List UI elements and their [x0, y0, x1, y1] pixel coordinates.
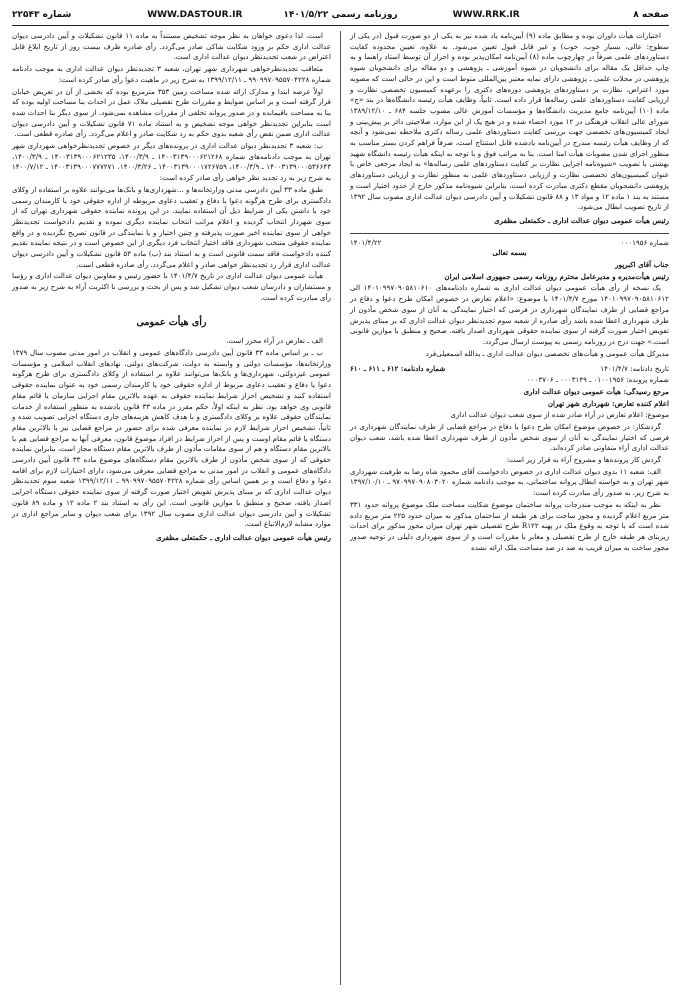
site-dastour[interactable]: WWW.DASTOUR.IR — [147, 10, 243, 20]
signature-final: رئیس هیأت عمومی دیوان عدالت اداری ـ حکمتعلی مظفری — [156, 532, 331, 542]
verdict-date: تاریخ دادنامه: ۱۴۰۱/۴/۷ — [600, 364, 669, 374]
verdict-part-b: ب ـ بر اساس ماده ۳۳ قانون آیین دادرسی دادگاه‌های عمومی و انقلاب در امور مدنی مصوب سال ۱۳۷۹ وزارتخانه‌ها، مؤسسات دولتی و وابسته به دولت، شرکت‌های دولتی، نهادهای انقلاب اسلامی و مؤسسات عمومی غیردولتی، شهرداری‌ها و بانک‌ها می‌توانند علاوه بر استفاده از وکلای دادگستری برای طرح هرگونه دعوا یا دفاع و تعقیب دعاوی مربوط از اداره حقوقی خود یا کارمندان رسمی خود به عنوان نماینده حقوقی استفاده کنند و تشخیص احراز شرایط نماینده حقوقی به عهده بالاترین مقام اجرایی سازمان یا قائم مقام قانونی وی خواهد بود. نظر به اینکه اولاً، حکم مقرر در ماده ۳۳ قانون یادشده به منظور استفاده از خدمات نمایندگان حقوقی علاوه بر وکلای دادگستری و با هدف کاهش هزینه‌های جاری دستگاه اجرایی تصویب شده و ثانیاً، تشخیص احراز شرایط لازم در نماینده معرفی شده برای حضور در مراجع قضایی نیز با بالاترین مقام دستگاه یا قائم مقام اوست و پس از احراز شرایط در افراد موضوع قانون، معرفی آنها به مراجع قضایی هم با بالاترین مقام دستگاه و هم از سوی مقامات مأذون از طرف بالاترین مقام دستگاه مجاز است، بنابراین نماینده حقوقی که از سوی شخص مأذون از طرف بالاترین مقام دستگاه‌های موضوع ماده ۳۳ قانون آیین دادرسی دادگاه‌های عمومی و انقلاب در امور مدنی به مراجع قضایی معرفی می‌شود، دارای اختیارات لازم برای اقامه دعوا و دفاع است و بر همین اساس رأی شماره ۹۹۰۹۹۷۰۹۵۵۷۰۴۲۲۸ ـ ۱۳۹۹/۱۲/۱۱ شعبه سوم تجدیدنظر دیوان عدالت اداری که بر مبنای پذیرش تفویض اختیار صورت گرفته از سوی نماینده حقوقی دستگاه اجرایی اصدار یافته، صحیح و منطبق با موازین قانونی است. این رأی به استناد بند ۲ ماده ۱۲ و ماده ۸۹ قانون تشکیلات و آیین دادرسی دیوان عدالت اداری مصوب سال ۱۳۹۲ برای شعب دیوان و سایر مراجع اداری در موارد مشابه لازم‌الاتباع است. — [12, 347, 331, 529]
appeal-branch-3: متعاقب تجدیدنظرخواهی شهرداری شهر تهران، شعبه ۳ تجدیدنظر دیوان عدالت اداری به موجب دادنامه شماره ۹۹۰۹۹۷۰۹۵۵۷۰۴۲۲۸ ـ ۱۳۹۹/۱۲/۱۱ به شرح زیر در ماهیت دعوا رأی صادر کرده است: — [12, 64, 331, 84]
issue-number: شماره ۲۲۵۴۳ — [12, 10, 72, 20]
article-33-text: طبق ماده ۳۳ آیین دادرسی مدنی وزارتخانه‌ها و ...شهرداری‌ها و بانک‌ها می‌توانند علاوه بر استفاده از وکلای دادگستری برای طرح هرگونه دعوا یا دفاع و تعقیب دعاوی مربوطه از اداره حقوقی خود یا کارمندان رسمی خود با داشتن یکی از شرایط ذیل آن استفاده نمایند. در این پرونده نماینده حقوقی شهرداری تهران که از سوی شهردار انتخاب گردیده و اعلام مراتب انتخاب نماینده دیگری نموده و تقدیم دادخواست تجدیدنظر خواهی از سوی نماینده اخیر صورت پذیرفته و چنین اختیار و یا نمایندگی در قانون تصریح نگردیده و در واقع نماینده حقوقی منتخب شهرداری فاقد اختیار انتخاب فرد دیگری از این خصوص است و در نتیجه نماینده تقدیم کننده دادخواست فاقد سمت قانونی است و به استناد بند (ب) ماده ۵۳ قانون تشکیلات و آیین دادرسی دیوان عدالت اداری قرار رد تجدیدنظر خواهی صادر و اعلام می‌گردد. رأی صادره قطعی است. — [12, 184, 331, 269]
page-header — [12, 6, 669, 24]
letter-ref-row — [350, 238, 669, 249]
right-column — [350, 31, 669, 554]
bismillah: بسمه تعالی — [492, 248, 527, 258]
file-number: شماره پرونده: ۰۱۰۰۱۹۵۶ ـ ۰۰۰۳۱۴۹ ـ ۰۰۰۳۷۰۶ — [527, 375, 669, 385]
section-divider — [350, 233, 669, 234]
cover-letter-text: یک نسخه از رأی هیأت عمومی دیوان عدالت اداری به شماره دادنامه‌های ۱۴۰۱۰۹۹۷۰۹۰۵۸۱۰۶۱۰ الی ۱۴۰۱۰۹۹۷۰۹۰۵۸۱۰۶۱۲ مورخ ۱۴۰۱/۴/۷ با موضوع: «اعلام تعارض در خصوص امکان طرح دعوا و دفاع در مراجع قضایی از طرف نمایندگان شهرداری در فرضی که اختیار نمایندگی به آنان از سوی شخص مأذون از طرف شهرداری اعطا شده باشد رأی صادره از شعبه سوم تجدیدنظر دیوان عدالت اداری که بر مبنای پذیرش تفویض اختیار صورت گرفته از سوی نماینده حقوقی شهرداری اصدار یافته، صحیح و منطبق با موازین قانونی است.» جهت درج در روزنامه رسمی به پیوست ارسال می‌گردد. — [350, 283, 669, 346]
verdict-number: شماره دادنامه: ۶۱۲ ـ ۶۱۱ ـ ۶۱۰ — [350, 364, 446, 374]
issue-date: ۱۴۰۱/۵/۲۲ روزنامه رسمی — [283, 10, 398, 20]
ruling-continuation: اختیارات هیأت داوران بوده و مطابق ماده (۹) آیین‌نامه یاد شده نیز به یکی از دو صورت قبول (در یکی از سطوح: عالی، بسیار خوب، خوب) و غیر قابل قبول تعیین می‌شود. به علاوه، تعیین محدوده کفایت دستاوردهای علمی صرفاً در چهارچوب ماده (۸) آیین‌نامه امکان‌پذیر بوده و احراز آن توسط استاد راهنما و به چاپ حداقل یک مقاله برای دانشجویان در شیوه آموزشی ـ پژوهشی و دو مقاله برای دانشجویان شیوه پژوهشی در مجلات علمی ـ پژوهشی دارای نمایه معتبر بین‌المللی منوط است و این در حالی است که مصوبه مورد اعتراض، نظارت بر دستاوردهای پژوهشی دوره‌های دکتری را برعهده کمیسیون تخصصی نظارت و ارزیابی کفایت دستاوردهای علمی رساله‌ها قرار داده است. ثانیاً، وظایف هیأت رئیسه دانشگاه‌ها در بند «ج» ماده (۱۰) آیین‌نامه جامع مدیریت دانشگاه‌ها و مؤسسات آموزش عالی مصوب جلسه ۶۸۴ ـ ۱۳۸۹/۱۲/۱۰ شورای عالی انقلاب فرهنگی در ۱۲ مورد احصاء شده و در هیچ یک از این موارد، صلاحیتی دائر بر پیش‌بینی و ایجاد کمیسیون‌های تخصصی جهت بررسی کفایت دستاوردهای علمی رساله دکتری ملاحظه نمی‌شود و آنچه که از وظایف هیأت رئیسه مندرج در آیین‌نامه یادشده قابل استنتاج است، صرفاً فراهم کردن بستر مناسب به منظور اجرای شدن مصوبات هیأت امنا است. بنا به مراتب فوق و با توجه به اینکه هیأت رئیسه دانشگاه شهید بهشتی با تصویب «شیوه‌نامه اجرایی نظارت بر کفایت دستاوردهای علمی رساله‌ها» به ایجاد مرجعی خاص با عنوان کمیسیون‌های تخصصی نظارت و ارزیابی دستاوردهای علمی به منظور نظارت و ارزیابی دستاوردهای پژوهشی دانشجویان مقطع دکتری مبادرت کرده است، بنابراین شیوه‌نامه مذکور خارج از حدود اختیار است و مستند به بند ۱ ماده ۱۲ و مواد ۱۳ و ۸۸ قانون تشکیلات و آیین دادرسی دیوان عدالت اداری مصوب سال ۱۳۹۲ از تاریخ تصویب ابطال می‌شود. — [350, 31, 670, 212]
addressee-name: جناب آقای اکبرپور — [615, 260, 669, 270]
column-divider — [340, 31, 341, 985]
page-number: صفحه ۸ — [633, 10, 670, 20]
verdict-meta-row — [350, 364, 669, 375]
procedure-intro: گردش کار پرونده‌ها و مشروح آراء به قرار زیر است: — [506, 455, 661, 465]
claimant: اعلام کننده تعارض: شهرداری شهر تهران — [547, 398, 669, 408]
authority: مرجع رسیدگی: هیأت عمومی دیوان عدالت اداری — [523, 386, 669, 396]
verdict-part-a: الف ـ تعارض در آراء محرز است. — [226, 336, 323, 346]
header-divider — [12, 25, 669, 26]
branch-11-ruling: نظر به اینکه به موجب مندرجات پروانه ساختمان موضوع شکایت مساحت ملک موضوع پروانه حدود ۳۳۱ متر مربع اعلام گردیده و مجوز ساخت برای هر طبقه از ساختمان مذکور به میزان حدود ۲۲۵ متر مربع داده شده است که با توجه به وقوع ملک در پهنه R۱۲۲ طرح تفصیلی شهر تهران میزان مجوز مذکور برای احداث زیربنای هر طبقه خارج از طرح تفصیلی و مغایر با مقررات است و از سوی شهرداری دلیلی در توجیه صدور مجوز ساخت به میزان قریب به صد در صد مساحت ملک ارائه نشده — [350, 499, 670, 552]
other-cases-text: ب: شعبه ۳ تجدیدنظر دیوان عدالت اداری در پرونده‌های دیگر در خصوص تجدیدنظرخواهی شهرداری شهر تهران به موجب دادنامه‌های شماره ۱۴۰۰۳۱۳۹۰۰۰۶۲۱۲۶۸ ـ ۱۴۰۰/۳/۹، ۱۴۰۰۳۱۳۹۰۰۰۶۲۱۲۳۵ ـ ۱۴۰۰/۳/۹، ۱۴۰۰۳۱۳۹۰۰۰۵۳۶۶۴۳ ـ ۱۴۰۰/۳/۹، ۱۴۰۰۳۱۳۹۰۰۰۱۷۲۶۷۵۹ ـ ۱۴۰۰/۳/۲۶، ۱۴۰۰۳۱۳۹۰۰۰۷۷۷۲۷۱ ـ ۱۴۰۰/۷/۱۲ به شرح زیر به رد تجدید نظر خواهی رأی صادر کرده است: — [12, 141, 332, 183]
section-title: رأی هیأت عمومی — [136, 316, 207, 328]
letter-number: شماره ۰۰۰۱۹۵۶ — [620, 237, 669, 247]
appeal-branch-3-ruling: اولاً عرصه ابتدا و مدارک ارائه شده مساحت زمین ۳۵۳ مترمربع بوده که بخشی از آن در تعریض خیابان قرار گرفته است و بر اساس ضوابط و مقررات طرح تفصیلی ملاک عمل در احداث بنا مساحت اولیه بوده که بنا به مساحت باقیمانده و در صدور پروانه تخلفی از مقررات مشاهده نمی‌شود. از سوی دیگر بنا احداث شده است بنابراین تجدیدنظر خواهی موجه تشخیص و به استناد ماده ۷۱ قانون تشکیلات و آیین دادرسی دیوان عدالت اداری ضمن نقض رأی شعبه بدوی حکم به رد شکایت صادر و اعلام می‌گردد. رأی صادره قطعی است. — [12, 86, 332, 139]
subject: موضوع: اعلام تعارض در آراء صادر شده از سوی شعب دیوان عدالت اداری — [450, 410, 669, 420]
left-column — [12, 31, 331, 545]
procedure-text: گردشکار: در خصوص موضوع امکان طرح دعوا یا دفاع در مراجع قضایی از طرف نمایندگان شهرداری در فرضی که اختیار نمایندگی به آنان از سوی شخص مأذون از طرف شهرداری اعطا شده باشد، شعب دیوان عدالت اداری آراء متفاوتی صادر کرده‌اند. — [350, 421, 669, 453]
general-assembly-text: هیأت عمومی دیوان عدالت اداری در تاریخ ۱۴۰۱/۴/۷ با حضور رئیس و معاونین دیوان عدالت اداری و رؤسا و مستشاران و دادرسان شعب دیوان تشکیل شد و پس از بحث و بررسی با اکثریت آراء به شرح زیر به صدور رأی مبادرت کرده است. — [12, 271, 331, 302]
signature-director: مدیرکل هیأت عمومی و هیأت‌های تخصصی دیوان عدالت اداری ـ یدالله اسمعیلی‌فرد — [425, 348, 669, 358]
site-rrk[interactable]: WWW.RRK.IR — [452, 10, 520, 20]
addressee-title: رئیس هیأت‌مدیره و مدیرعامل محترم روزنامه رسمی جمهوری اسلامی ایران — [444, 271, 669, 281]
signature-president: رئیس هیأت عمومی دیوان عدالت اداری ـ حکمتعلی مظفری — [494, 215, 669, 225]
letter-date: ۱۴۰۱/۴/۲۲ — [350, 237, 382, 247]
ruling-end: است. لذا دعوی خواهان به نظر موجه تشخیص مستنداً به ماده ۱۱ قانون تشکیلات و آیین دادرسی دیوان عدالت اداری حکم بر ورود شکایت شاکی صادر می‌گردد. رأی صادره ظرف بیست روز از تاریخ ابلاغ قابل اعتراض در شعب تجدیدنظر دیوان عدالت اداری است. — [12, 31, 331, 62]
branch-11-text: الف: شعبه ۱۱ بدوی دیوان عدالت اداری در خصوص دادخواست آقای محمود شاه رضا به طرفیت شهرداری شهر تهران و به خواسته ابطال پروانه ساختمانی، به موجب دادنامه شماره ۹۷۰۹۹۷۰۹۰۸۰۳۰۲۰ ـ ۱۳۹۷/۱۰/۱۰ به شرح زیر، به صدور رأی مبادرت کرده است: — [350, 466, 669, 498]
